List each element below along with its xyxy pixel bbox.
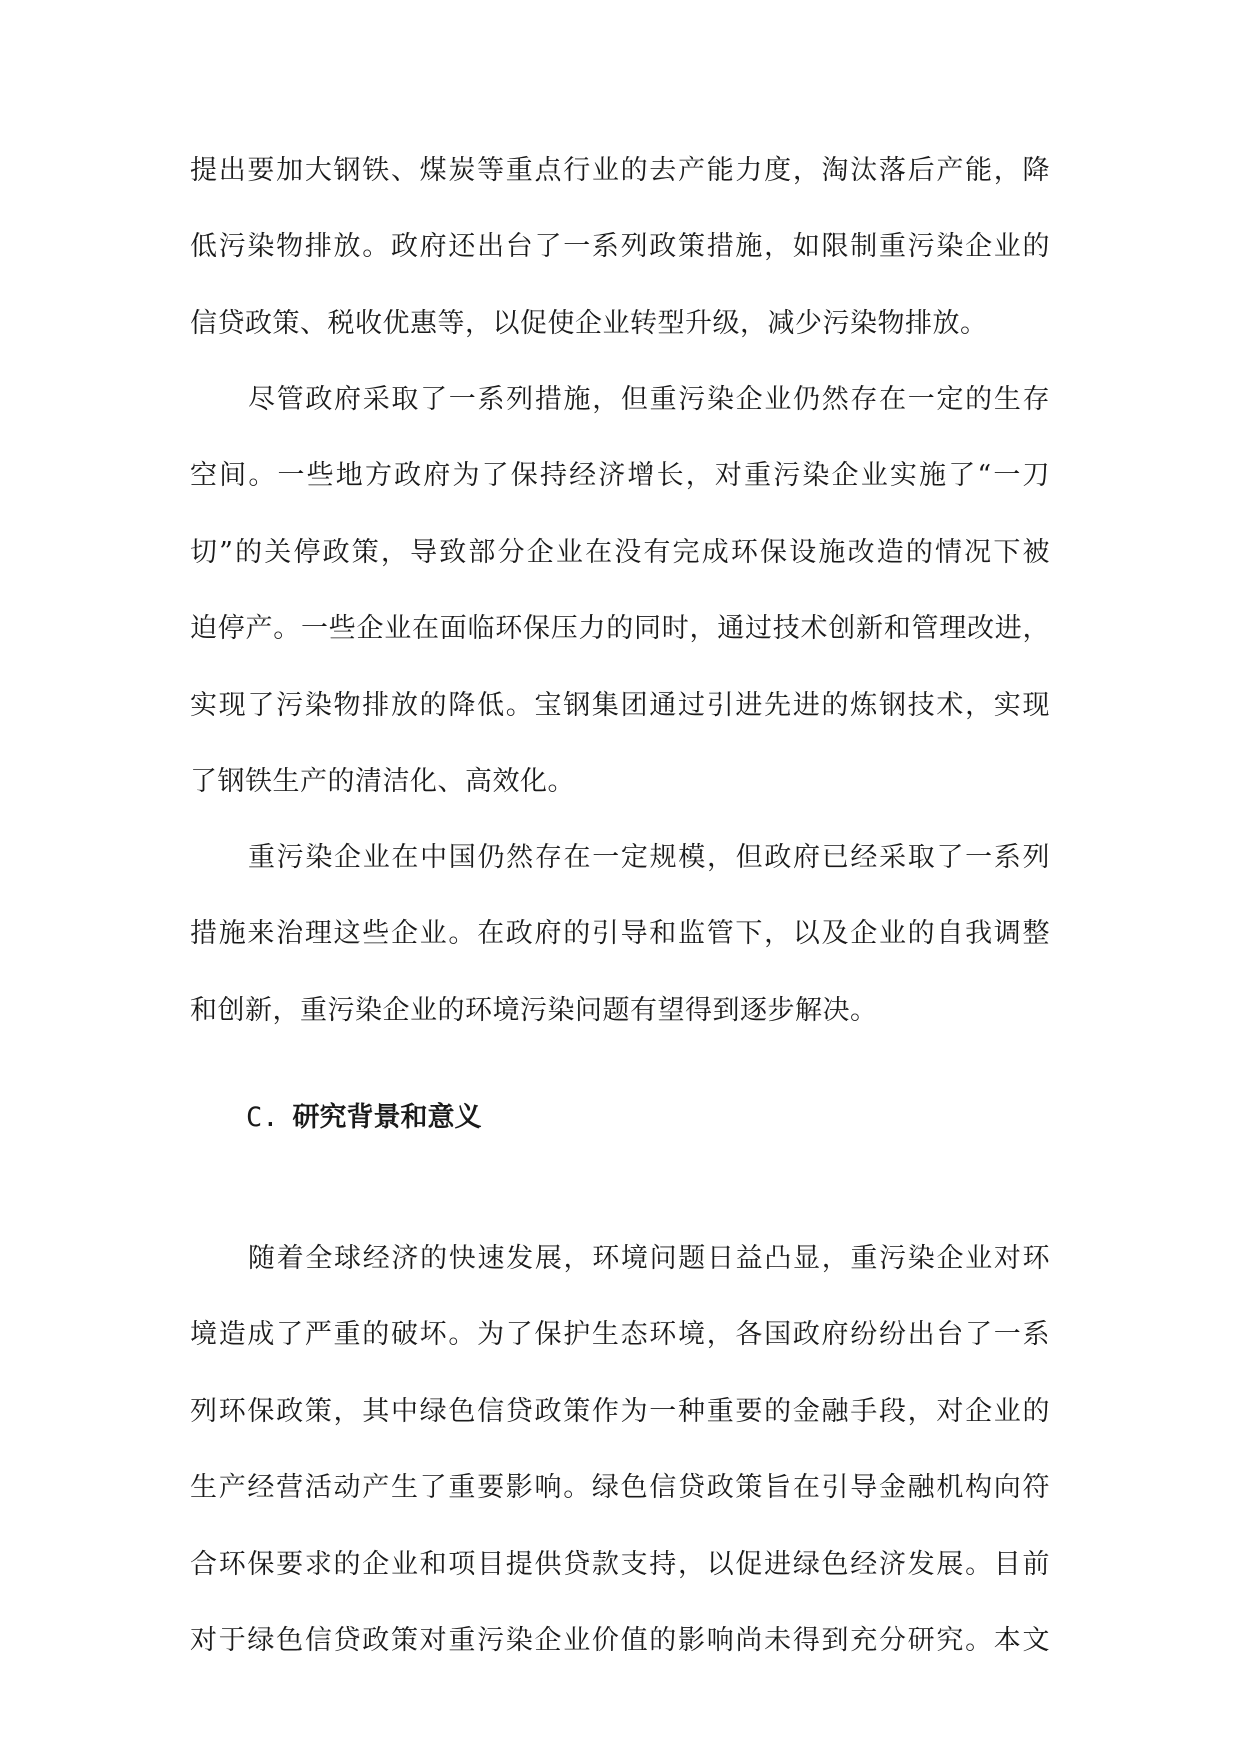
paragraph-continuation: [190, 133, 1050, 362]
paragraph-line: 空间。一些地方政府为了保持经济增长，对重污染企业实施了“一刀: [190, 460, 1050, 492]
paragraph-line: 尽管政府采取了一系列措施，但重污染企业仍然存在一定的生存: [248, 384, 1050, 415]
paragraph-line: 信贷政策、税收优惠等，以促使企业转型升级，减少污染物排放。: [190, 307, 988, 339]
paragraph-line: 境造成了严重的破坏。为了保护生态环境，各国政府纷纷出台了一系: [190, 1319, 1050, 1351]
paragraph-line: 生产经营活动产生了重要影响。绿色信贷政策旨在引导金融机构向符: [190, 1472, 1050, 1504]
paragraph-line: 和创新，重污染企业的环境污染问题有望得到逐步解决。: [190, 994, 878, 1026]
paragraph-line: 合环保要求的企业和项目提供贷款支持，以促进绿色经济发展。目前: [190, 1548, 1050, 1580]
section-heading: [246, 1098, 482, 1138]
paragraph-summary: [190, 820, 1050, 1049]
paragraph-line: 实现了污染物排放的降低。宝钢集团通过引进先进的炼钢技术，实现: [190, 689, 1050, 721]
paragraph-line: 提出要加大钢铁、煤炭等重点行业的去产能力度，淘汰落后产能，降: [190, 155, 1050, 186]
paragraph-line: 措施来治理这些企业。在政府的引导和监管下，以及企业的自我调整: [190, 918, 1050, 950]
paragraph-research-background: [190, 1221, 1050, 1679]
paragraph-line: 低污染物排放。政府还出台了一系列政策措施，如限制重污染企业的: [190, 231, 1050, 263]
section-title: 研究背景和意义: [292, 1102, 482, 1133]
paragraph-line: 重污染企业在中国仍然存在一定规模，但政府已经采取了一系列: [248, 842, 1050, 873]
paragraph-line: 随着全球经济的快速发展，环境问题日益凸显，重污染企业对环: [248, 1243, 1050, 1274]
paragraph-line: 列环保政策，其中绿色信贷政策作为一种重要的金融手段，对企业的: [190, 1395, 1050, 1427]
paragraph-line: 迫停产。一些企业在面临环保压力的同时，通过技术创新和管理改进，: [190, 613, 1050, 645]
paragraph-line: 了钢铁生产的清洁化、高效化。: [190, 765, 575, 797]
paragraph-line: 对于绿色信贷政策对重污染企业价值的影响尚未得到充分研究。本文: [190, 1624, 1050, 1656]
paragraph-line: 切”的关停政策，导致部分企业在没有完成环保设施改造的情况下被: [190, 536, 1050, 568]
paragraph-survival-space: [190, 362, 1050, 820]
section-number: C.: [246, 1102, 279, 1133]
